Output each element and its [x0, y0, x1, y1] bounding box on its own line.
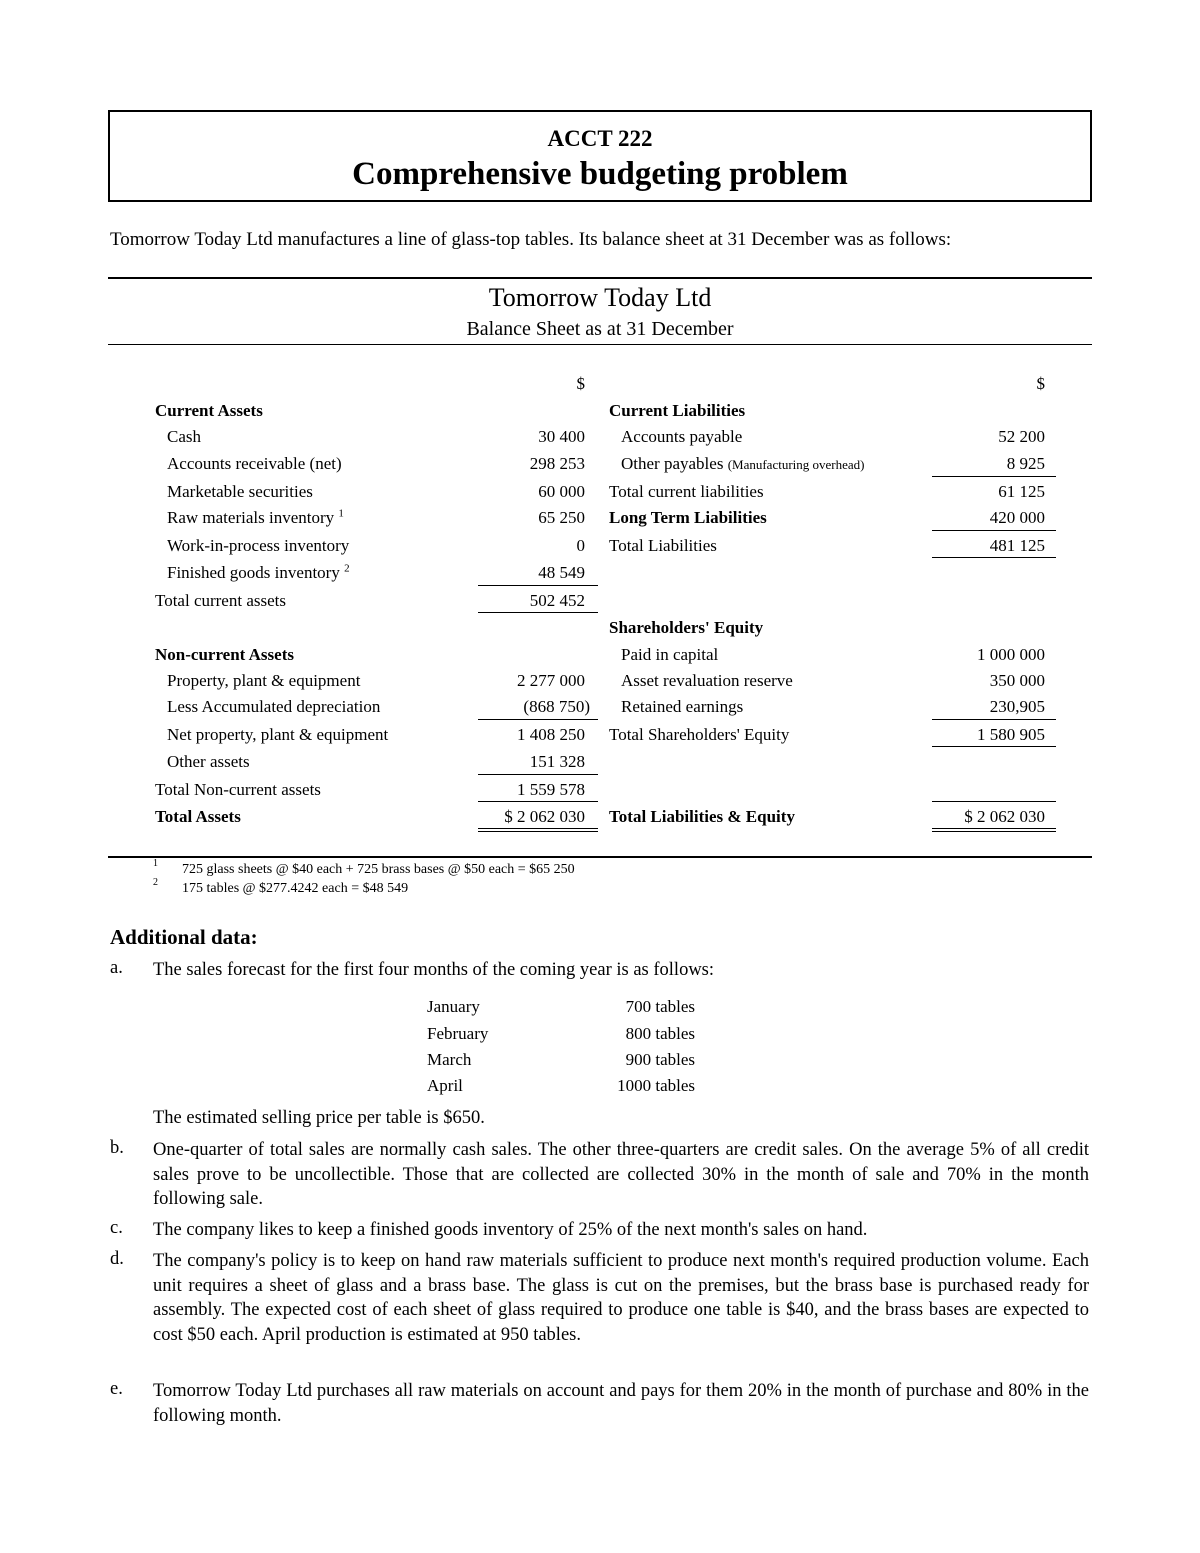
footnote-1-text: 725 glass sheets @ $40 each + 725 brass bases @ $50 each = $65 250	[182, 862, 575, 877]
total-current-liabilities-value: 61 125	[998, 482, 1045, 501]
forecast-month: February	[427, 1024, 489, 1043]
current-assets-heading: Current Assets	[155, 401, 263, 420]
forecast-tables: 1000 tables	[617, 1076, 695, 1095]
long-term-liabilities-label: Long Term Liabilities	[609, 508, 767, 527]
total-liab-equity-value: $ 2 062 030	[964, 807, 1045, 826]
equity-heading: Shareholders' Equity	[609, 618, 764, 637]
balance-sheet-subtitle: Balance Sheet as at 31 December	[466, 318, 734, 340]
total-assets-value: $ 2 062 030	[504, 807, 585, 826]
cash-label: Cash	[167, 427, 201, 446]
total-current-assets-label: Total current assets	[155, 591, 286, 610]
item-d-text: The company's policy is to keep on hand raw materials sufficient to produce next month's required production volume. Each unit requires a sheet of glass and a brass base. The glass is cut on the premises, but the brass base is purchased ready for assembly. The expected cost of each sheet of glass required to produce one table is $40, and the brass bases are expected to cost $50 each. April production is estimated at 950 tables.	[153, 1251, 1089, 1345]
double-underline-total-assets-1	[478, 828, 598, 829]
finished-goods-value: 48 549	[538, 563, 585, 582]
raw-materials-value: 65 250	[538, 508, 585, 527]
underline-total-liabilities	[932, 557, 1056, 558]
total-non-current-value: 1 559 578	[517, 780, 585, 799]
other-payables-note: (Manufacturing overhead)	[727, 457, 865, 472]
cash-value: 30 400	[538, 427, 585, 446]
marketable-securities-label: Marketable securities	[167, 482, 313, 501]
footnote-1-mark: 1	[153, 858, 158, 869]
forecast-month: January	[427, 997, 480, 1016]
raw-materials-row	[167, 508, 344, 528]
raw-materials-label: Raw materials inventory	[167, 508, 335, 527]
item-a-text: The sales forecast for the first four months of the coming year is as follows:	[153, 960, 715, 980]
finished-goods-label: Finished goods inventory	[167, 563, 340, 582]
footnote-2-text: 175 tables @ $277.4242 each = $48 549	[182, 881, 409, 896]
footnote-ref-2: 2	[344, 562, 350, 575]
divider-bottom	[108, 856, 1092, 858]
item-a-label: a.	[110, 958, 123, 978]
marketable-securities-value: 60 000	[538, 482, 585, 501]
net-ppe-label: Net property, plant & equipment	[167, 725, 389, 744]
title-box	[108, 110, 1092, 202]
total-current-liabilities-label: Total current liabilities	[609, 482, 764, 501]
retained-earnings-label: Retained earnings	[621, 697, 744, 716]
underline-retained-earnings	[932, 719, 1056, 720]
ppe-label: Property, plant & equipment	[167, 671, 361, 690]
total-current-assets-value: 502 452	[529, 591, 585, 610]
double-underline-total-liab-1	[932, 828, 1056, 829]
long-term-liabilities-value: 420 000	[989, 508, 1045, 527]
forecast-tables: 900 tables	[625, 1050, 695, 1069]
forecast-month: March	[427, 1050, 472, 1069]
accounts-payable-value: 52 200	[998, 427, 1045, 446]
item-c-text: The company likes to keep a finished goods inventory of 25% of the next month's sales on hand.	[153, 1220, 868, 1240]
footnote-2-mark: 2	[153, 877, 158, 888]
work-in-process-label: Work-in-process inventory	[167, 536, 350, 555]
total-equity-label: Total Shareholders' Equity	[609, 725, 790, 744]
accum-depreciation-value: (868 750)	[523, 697, 590, 716]
finished-goods-row	[167, 563, 350, 583]
other-assets-value: 151 328	[529, 752, 585, 771]
other-payables-row	[621, 454, 865, 474]
overline-total-liab-equity	[932, 801, 1056, 802]
forecast-month: April	[427, 1076, 463, 1095]
underline-current-assets	[478, 585, 598, 586]
asset-revaluation-label: Asset revaluation reserve	[621, 671, 793, 690]
accounts-receivable-label: Accounts receivable (net)	[167, 454, 342, 473]
total-equity-value: 1 580 905	[977, 725, 1045, 744]
non-current-assets-heading: Non-current Assets	[155, 645, 294, 664]
page-title: Comprehensive budgeting problem	[352, 156, 848, 192]
forecast-tables: 800 tables	[625, 1024, 695, 1043]
underline-depreciation	[478, 719, 598, 720]
forecast-tables: 700 tables	[625, 997, 695, 1016]
underline-total-equity	[932, 746, 1056, 747]
other-payables-value: 8 925	[1006, 454, 1045, 473]
underline-other-assets	[478, 774, 598, 775]
ppe-value: 2 277 000	[517, 671, 585, 690]
total-liab-equity-label: Total Liabilities & Equity	[609, 807, 795, 826]
left-currency-symbol: $	[576, 374, 585, 393]
asset-revaluation-value: 350 000	[989, 671, 1045, 690]
retained-earnings-value: 230,905	[989, 697, 1045, 716]
net-ppe-value: 1 408 250	[517, 725, 585, 744]
underline-total-current-assets	[478, 612, 598, 613]
course-code: ACCT 222	[547, 126, 653, 151]
balance-sheet-company: Tomorrow Today Ltd	[488, 283, 712, 312]
paid-in-capital-label: Paid in capital	[621, 645, 719, 664]
item-e-label: e.	[110, 1379, 123, 1399]
item-b-text: One-quarter of total sales are normally cash sales. The other three-quarters are credit sales. On the average 5% of all credit sales prove to be uncollectible. Those that are collected are collected 30% in the month of sale and 70% in the month following sale.	[153, 1140, 1089, 1210]
item-d-label: d.	[110, 1249, 124, 1269]
other-assets-label: Other assets	[167, 752, 250, 771]
paid-in-capital-value: 1 000 000	[977, 645, 1045, 664]
underline-other-payables	[932, 476, 1056, 477]
work-in-process-value: 0	[576, 536, 585, 555]
selling-price-text: The estimated selling price per table is $650.	[153, 1108, 485, 1128]
accounts-receivable-value: 298 253	[529, 454, 585, 473]
total-liabilities-value: 481 125	[989, 536, 1045, 555]
double-underline-total-assets-2	[478, 831, 598, 832]
right-currency-symbol: $	[1036, 374, 1045, 393]
underline-long-term	[932, 530, 1056, 531]
underline-total-non-current	[478, 801, 598, 802]
footnote-ref-1: 1	[338, 507, 344, 520]
accum-depreciation-label: Less Accumulated depreciation	[167, 697, 381, 716]
intro-text: Tomorrow Today Ltd manufactures a line of glass-top tables. Its balance sheet at 31 December was as follows:	[110, 229, 952, 250]
divider-header	[108, 344, 1092, 345]
item-e-text: Tomorrow Today Ltd purchases all raw materials on account and pays for them 20% in the month of purchase and 80% in the following month.	[153, 1381, 1089, 1426]
double-underline-total-liab-2	[932, 831, 1056, 832]
item-c-label: c.	[110, 1218, 123, 1238]
total-liabilities-label: Total Liabilities	[609, 536, 717, 555]
other-payables-label: Other payables	[621, 454, 724, 473]
divider-top	[108, 277, 1092, 279]
additional-data-heading: Additional data:	[110, 925, 258, 949]
total-non-current-label: Total Non-current assets	[155, 780, 321, 799]
current-liabilities-heading: Current Liabilities	[609, 401, 746, 420]
accounts-payable-label: Accounts payable	[621, 427, 743, 446]
item-b-label: b.	[110, 1138, 124, 1158]
total-assets-label: Total Assets	[155, 807, 241, 826]
